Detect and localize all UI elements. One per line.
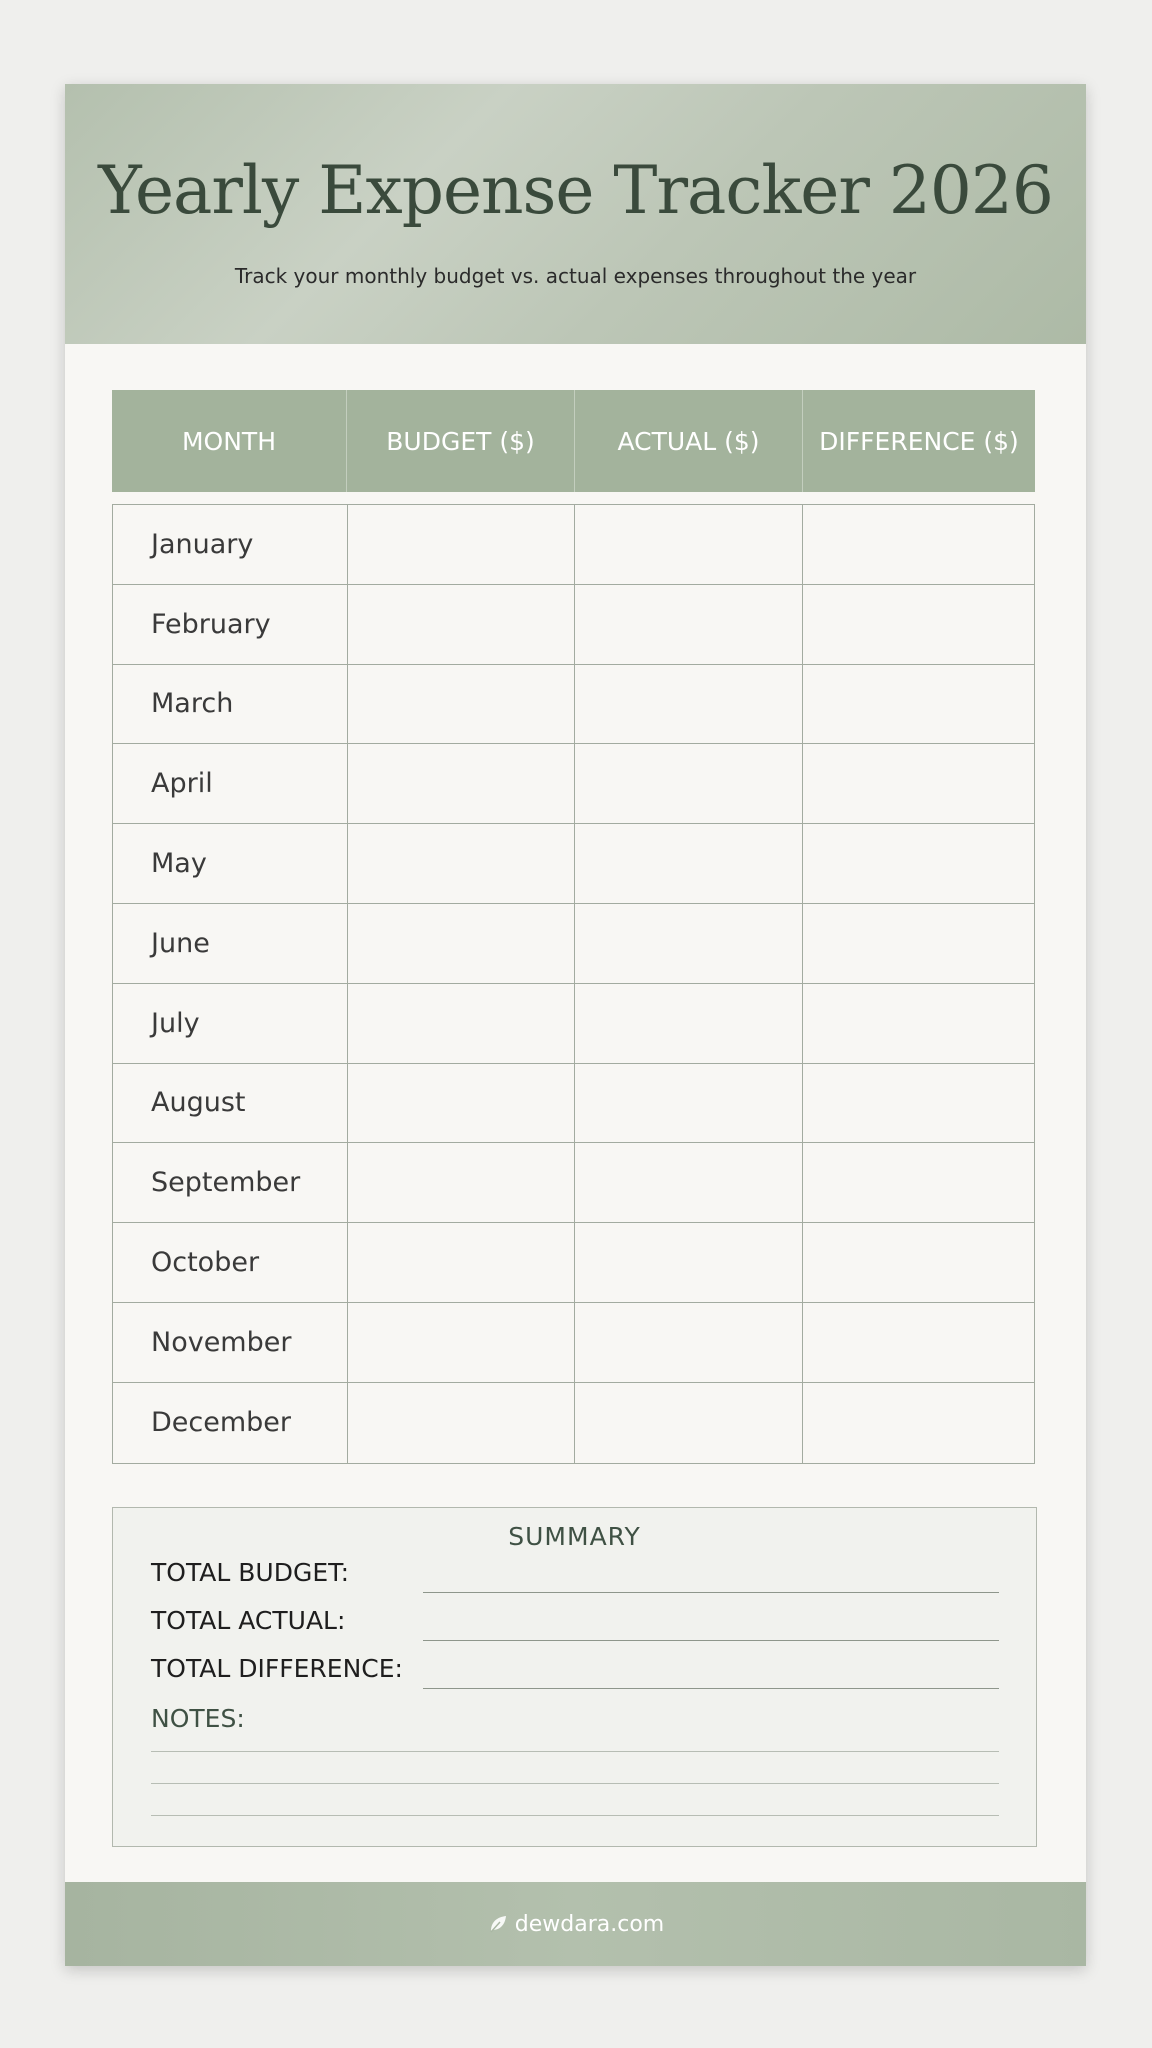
total-actual-label: TOTAL ACTUAL: — [151, 1606, 346, 1635]
difference-cell[interactable] — [803, 1143, 1034, 1222]
notes-line[interactable] — [151, 1815, 999, 1816]
difference-cell[interactable] — [803, 984, 1034, 1063]
difference-cell[interactable] — [803, 585, 1034, 664]
total-difference-label: TOTAL DIFFERENCE: — [151, 1654, 403, 1683]
column-header-month: MONTH — [112, 390, 347, 492]
difference-cell[interactable] — [803, 505, 1034, 584]
table-row — [113, 984, 1034, 1064]
month-cell: February — [113, 585, 348, 664]
expense-table — [112, 504, 1035, 1464]
tracker-sheet — [65, 84, 1086, 1966]
table-row — [113, 744, 1034, 824]
total-difference-field[interactable] — [423, 1688, 999, 1689]
footer-site-link[interactable]: dewdara.com — [514, 1911, 665, 1937]
table-header — [112, 390, 1035, 492]
table-row — [113, 1383, 1034, 1463]
month-cell: October — [113, 1223, 348, 1302]
column-header-difference: DIFFERENCE ($) — [819, 426, 1019, 456]
month-cell: May — [113, 824, 348, 903]
difference-cell[interactable] — [803, 1064, 1034, 1143]
column-header-actual: ACTUAL ($) — [575, 390, 803, 492]
month-cell: September — [113, 1143, 348, 1222]
actual-cell[interactable] — [575, 824, 802, 903]
table-row — [113, 505, 1034, 585]
budget-cell[interactable] — [348, 1303, 575, 1382]
table-row — [113, 1223, 1034, 1303]
difference-cell[interactable] — [803, 744, 1034, 823]
budget-cell[interactable] — [348, 1223, 575, 1302]
actual-cell[interactable] — [575, 665, 802, 744]
difference-cell[interactable] — [803, 1223, 1034, 1302]
difference-cell[interactable] — [803, 824, 1034, 903]
budget-cell[interactable] — [348, 585, 575, 664]
budget-cell[interactable] — [348, 1383, 575, 1463]
actual-cell[interactable] — [575, 505, 802, 584]
table-row — [113, 1303, 1034, 1383]
total-budget-label: TOTAL BUDGET: — [151, 1558, 350, 1587]
actual-cell[interactable] — [575, 1303, 802, 1382]
budget-cell[interactable] — [348, 824, 575, 903]
notes-label: NOTES: — [151, 1704, 245, 1733]
page-title: Yearly Expense Tracker 2026 — [98, 152, 1053, 229]
month-cell: January — [113, 505, 348, 584]
actual-cell[interactable] — [575, 1143, 802, 1222]
summary-box — [112, 1507, 1037, 1847]
difference-cell[interactable] — [803, 1383, 1034, 1463]
month-cell: November — [113, 1303, 348, 1382]
budget-cell[interactable] — [348, 505, 575, 584]
actual-cell[interactable] — [575, 1383, 802, 1463]
month-cell: August — [113, 1064, 348, 1143]
table-row — [113, 665, 1034, 745]
month-cell: April — [113, 744, 348, 823]
month-cell: December — [113, 1383, 348, 1463]
difference-cell[interactable] — [803, 904, 1034, 983]
difference-cell[interactable] — [803, 1303, 1034, 1382]
notes-line[interactable] — [151, 1783, 999, 1784]
actual-cell[interactable] — [575, 984, 802, 1063]
total-actual-field[interactable] — [423, 1640, 999, 1641]
table-row — [113, 1143, 1034, 1223]
summary-title: SUMMARY — [508, 1522, 641, 1551]
actual-cell[interactable] — [575, 904, 802, 983]
total-budget-field[interactable] — [423, 1592, 999, 1593]
actual-cell[interactable] — [575, 1064, 802, 1143]
month-cell: June — [113, 904, 348, 983]
actual-cell[interactable] — [575, 744, 802, 823]
budget-cell[interactable] — [348, 665, 575, 744]
budget-cell[interactable] — [348, 1064, 575, 1143]
budget-cell[interactable] — [348, 744, 575, 823]
difference-cell[interactable] — [803, 665, 1034, 744]
column-header-budget: BUDGET ($) — [347, 390, 575, 492]
actual-cell[interactable] — [575, 1223, 802, 1302]
page-subtitle: Track your monthly budget vs. actual expenses throughout the year — [234, 264, 917, 288]
table-row — [113, 904, 1034, 984]
footer-bar — [65, 1882, 1086, 1966]
budget-cell[interactable] — [348, 904, 575, 983]
actual-cell[interactable] — [575, 585, 802, 664]
table-row — [113, 1064, 1034, 1144]
budget-cell[interactable] — [348, 1143, 575, 1222]
notes-line[interactable] — [151, 1751, 999, 1752]
month-cell: July — [113, 984, 348, 1063]
budget-cell[interactable] — [348, 984, 575, 1063]
table-row — [113, 585, 1034, 665]
header-banner — [65, 84, 1086, 344]
table-row — [113, 824, 1034, 904]
month-cell: March — [113, 665, 348, 744]
leaf-icon — [487, 1913, 509, 1935]
